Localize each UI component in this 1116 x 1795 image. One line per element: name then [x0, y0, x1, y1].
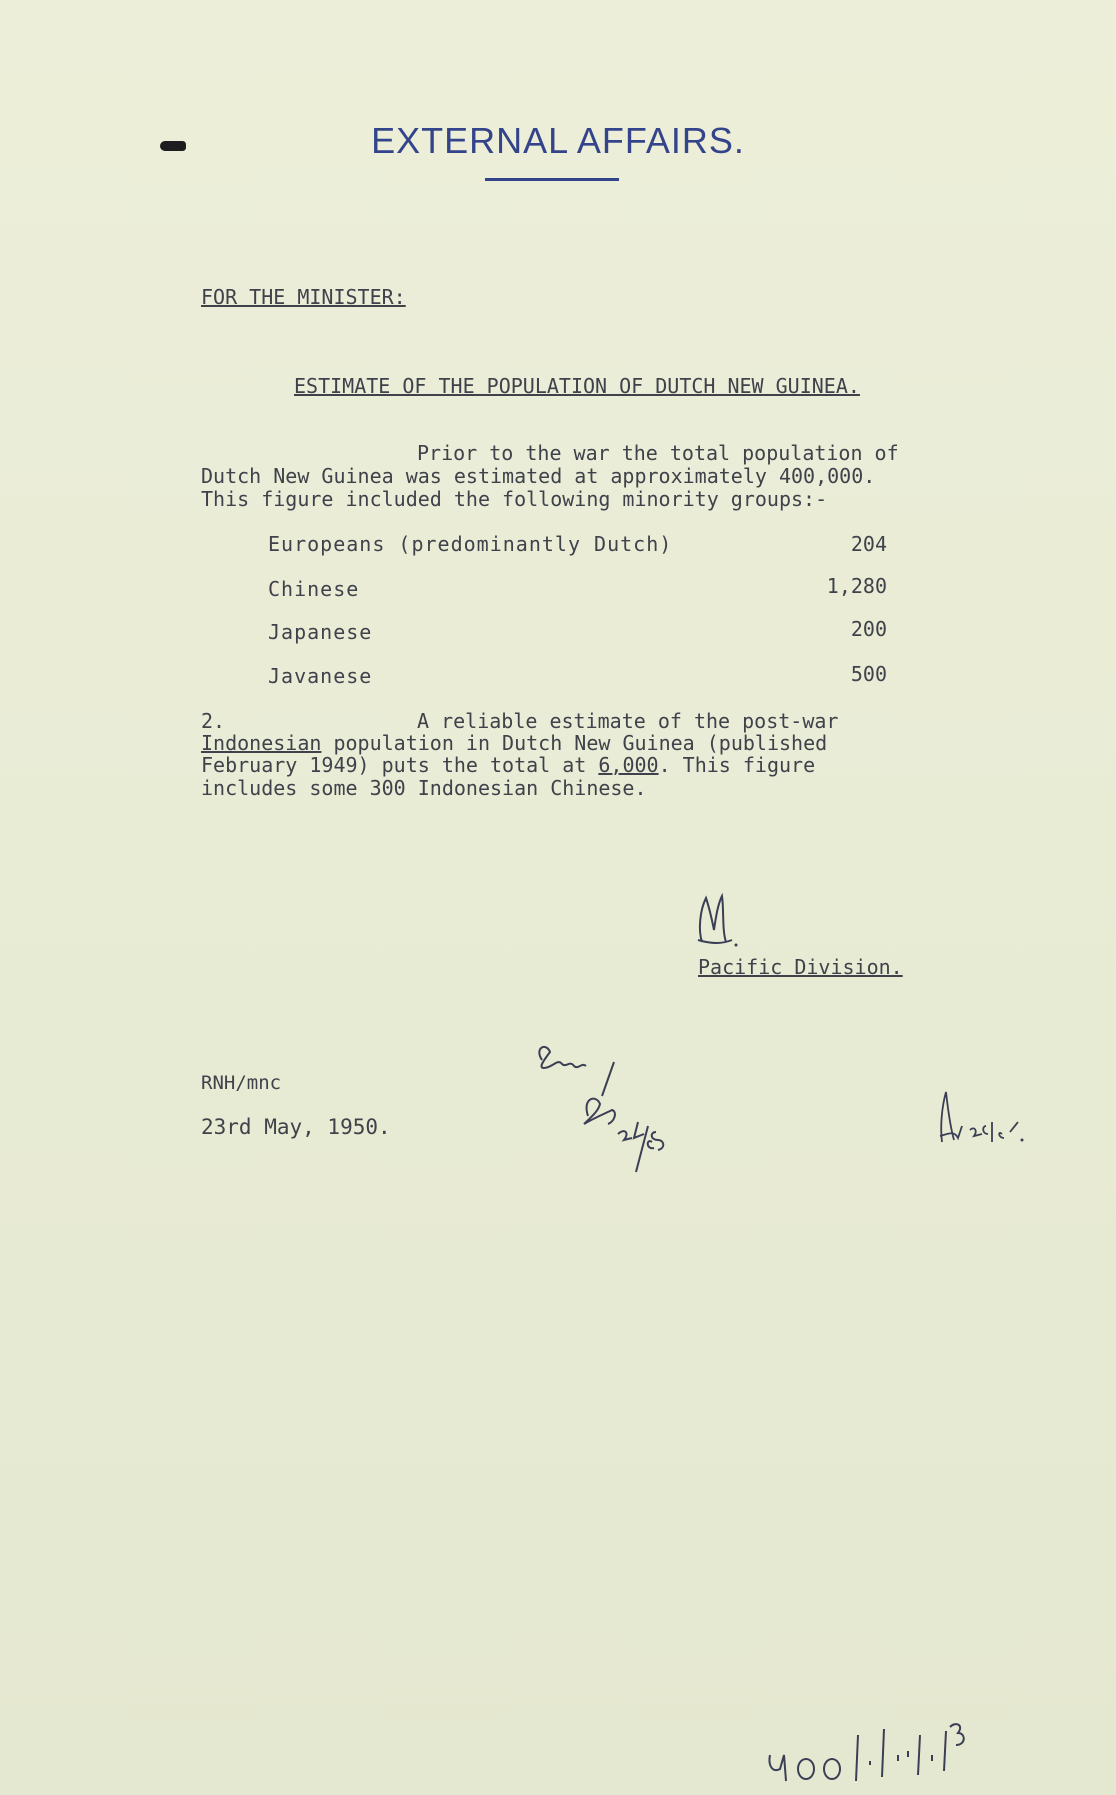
memo-date: 23rd May, 1950. — [201, 1115, 391, 1139]
para2-number: 2. — [201, 709, 226, 733]
para2-line2-rest: population in Dutch New Guinea (published — [321, 731, 828, 755]
handwritten-initials-right — [936, 1086, 1056, 1146]
handwritten-file-number — [760, 1715, 1020, 1790]
handwritten-initials — [692, 890, 742, 950]
group-value: 500 — [850, 662, 887, 686]
para1-line1: Prior to the war the total population of — [417, 441, 899, 465]
division-name: Pacific Division. — [698, 955, 903, 979]
underlined-word: Indonesian — [201, 731, 322, 755]
underlined-figure: 6,000 — [598, 753, 659, 777]
group-label: Japanese — [268, 620, 373, 644]
page-title: EXTERNAL AFFAIRS. — [371, 120, 745, 161]
group-value: 200 — [850, 617, 887, 641]
handwritten-annotation — [522, 1038, 702, 1178]
memo-subject: ESTIMATE OF THE POPULATION OF DUTCH NEW GUINEA. — [294, 374, 860, 398]
para1-line2: Dutch New Guinea was estimated at approximately 400,000. — [201, 464, 876, 488]
group-value: 1,280 — [826, 574, 887, 598]
group-label: Javanese — [268, 664, 373, 688]
para2-line4: includes some 300 Indonesian Chinese. — [201, 776, 647, 800]
para2-line3-start: February 1949) puts the total at — [201, 753, 599, 777]
addressee: FOR THE MINISTER: — [201, 285, 406, 309]
para1-line3: This figure included the following minority groups:- — [201, 487, 828, 511]
para2-line1: A reliable estimate of the post-war — [417, 709, 839, 733]
group-label: Europeans (predominantly Dutch) — [268, 532, 673, 556]
title-underline — [485, 178, 619, 181]
group-label: Chinese — [268, 577, 360, 601]
reference: RNH/mnc — [201, 1072, 282, 1094]
para2-line3 — [201, 754, 815, 777]
group-value: 204 — [850, 532, 887, 556]
para2-line3-end: . This figure — [658, 753, 816, 777]
para2-line2 — [201, 732, 827, 755]
